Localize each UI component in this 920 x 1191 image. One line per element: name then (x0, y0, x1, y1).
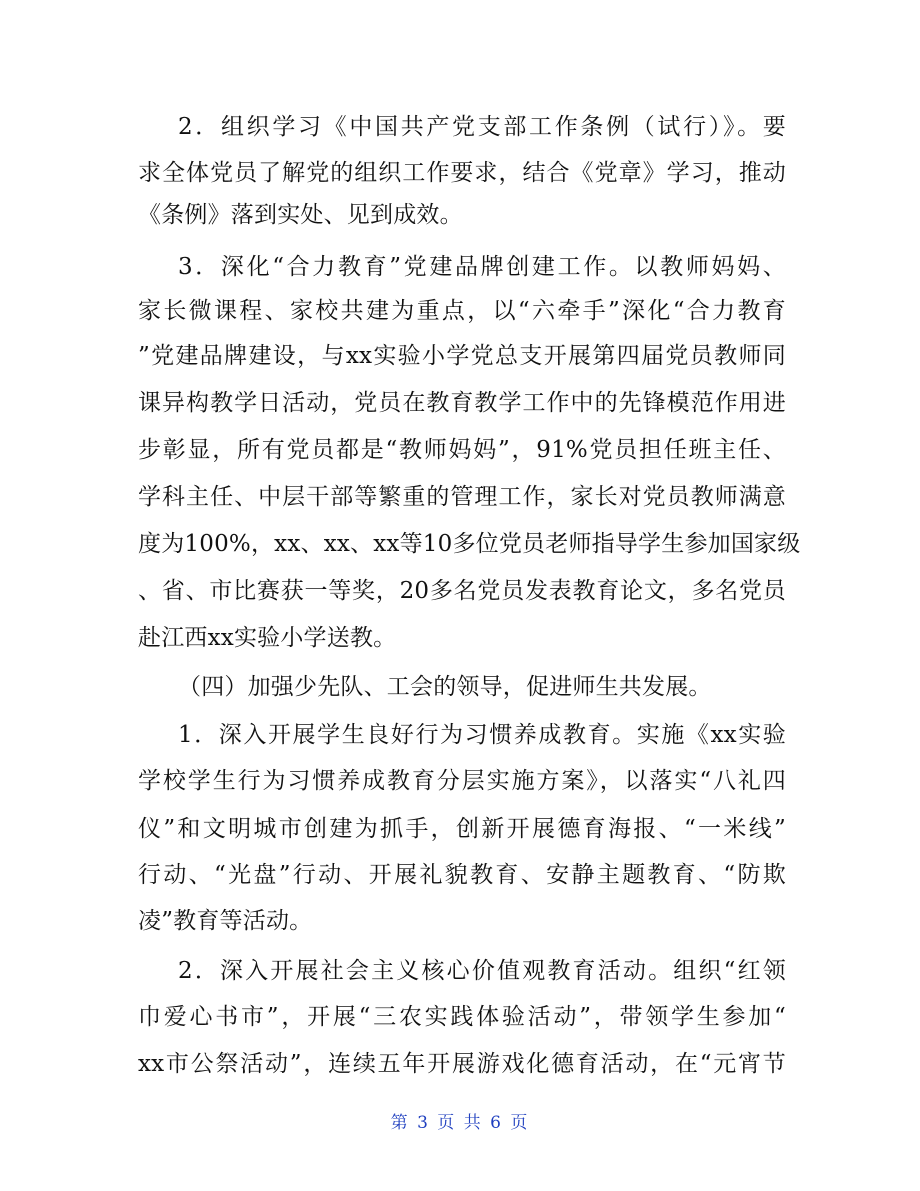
paragraph-line: 1．深入开展学生良好行为习惯养成教育。实施《xx实验 (178, 722, 786, 748)
paragraph-line: 行动、“光盘”行动、开展礼貌教育、安静主题教育、“防欺 (138, 862, 786, 888)
paragraph-line: xx市公祭活动”，连续五年开展游戏化德育活动，在“元宵节 (138, 1051, 786, 1077)
paragraph-line: ”党建品牌建设，与xx实验小学党总支开展第四届党员教师同 (138, 343, 786, 369)
paragraph-line: 2．深入开展社会主义核心价值观教育活动。组织“红领 (178, 958, 786, 984)
paragraph-line: 度为100%，xx、xx、xx等10多位党员老师指导学生参加国家级 (138, 531, 801, 557)
paragraph-line: 步彰显，所有党员都是“教师妈妈”，91%党员担任班主任、 (138, 437, 786, 463)
paragraph-line: 家长微课程、家校共建为重点，以“六牵手”深化“合力教育 (138, 298, 786, 324)
paragraph-line: 《条例》落到实处、见到成效。 (138, 202, 463, 228)
section-heading: （四）加强少先队、工会的领导，促进师生共发展。 (178, 674, 712, 700)
paragraph-line: 3．深化“合力教育”党建品牌创建工作。以教师妈妈、 (178, 254, 786, 280)
page-number-footer: 第 3 页 共 6 页 (390, 1113, 530, 1133)
paragraph-line: 学科主任、中层干部等繁重的管理工作，家长对党员教师满意 (138, 484, 786, 510)
paragraph-line: 巾爱心书市”，开展“三农实践体验活动”，带领学生参加“ (138, 1004, 786, 1030)
paragraph-line: 凌”教育等活动。 (138, 908, 313, 934)
paragraph-line: 、省、市比赛获一等奖，20多名党员发表教育论文，多名党员 (138, 578, 786, 604)
paragraph-line: 2．组织学习《中国共产党支部工作条例（试行）》。要 (178, 114, 786, 140)
paragraph-line: 仪”和文明城市创建为抓手，创新开展德育海报、“一米线” (138, 816, 786, 842)
paragraph-line: 课异构教学日活动，党员在教育教学工作中的先锋模范作用进 (138, 390, 786, 416)
paragraph-line: 学校学生行为习惯养成教育分层实施方案》，以落实“八礼四 (138, 768, 786, 794)
paragraph-line: 求全体党员了解党的组织工作要求，结合《党章》学习，推动 (138, 160, 786, 186)
paragraph-line: 赴江西xx实验小学送教。 (138, 625, 397, 651)
